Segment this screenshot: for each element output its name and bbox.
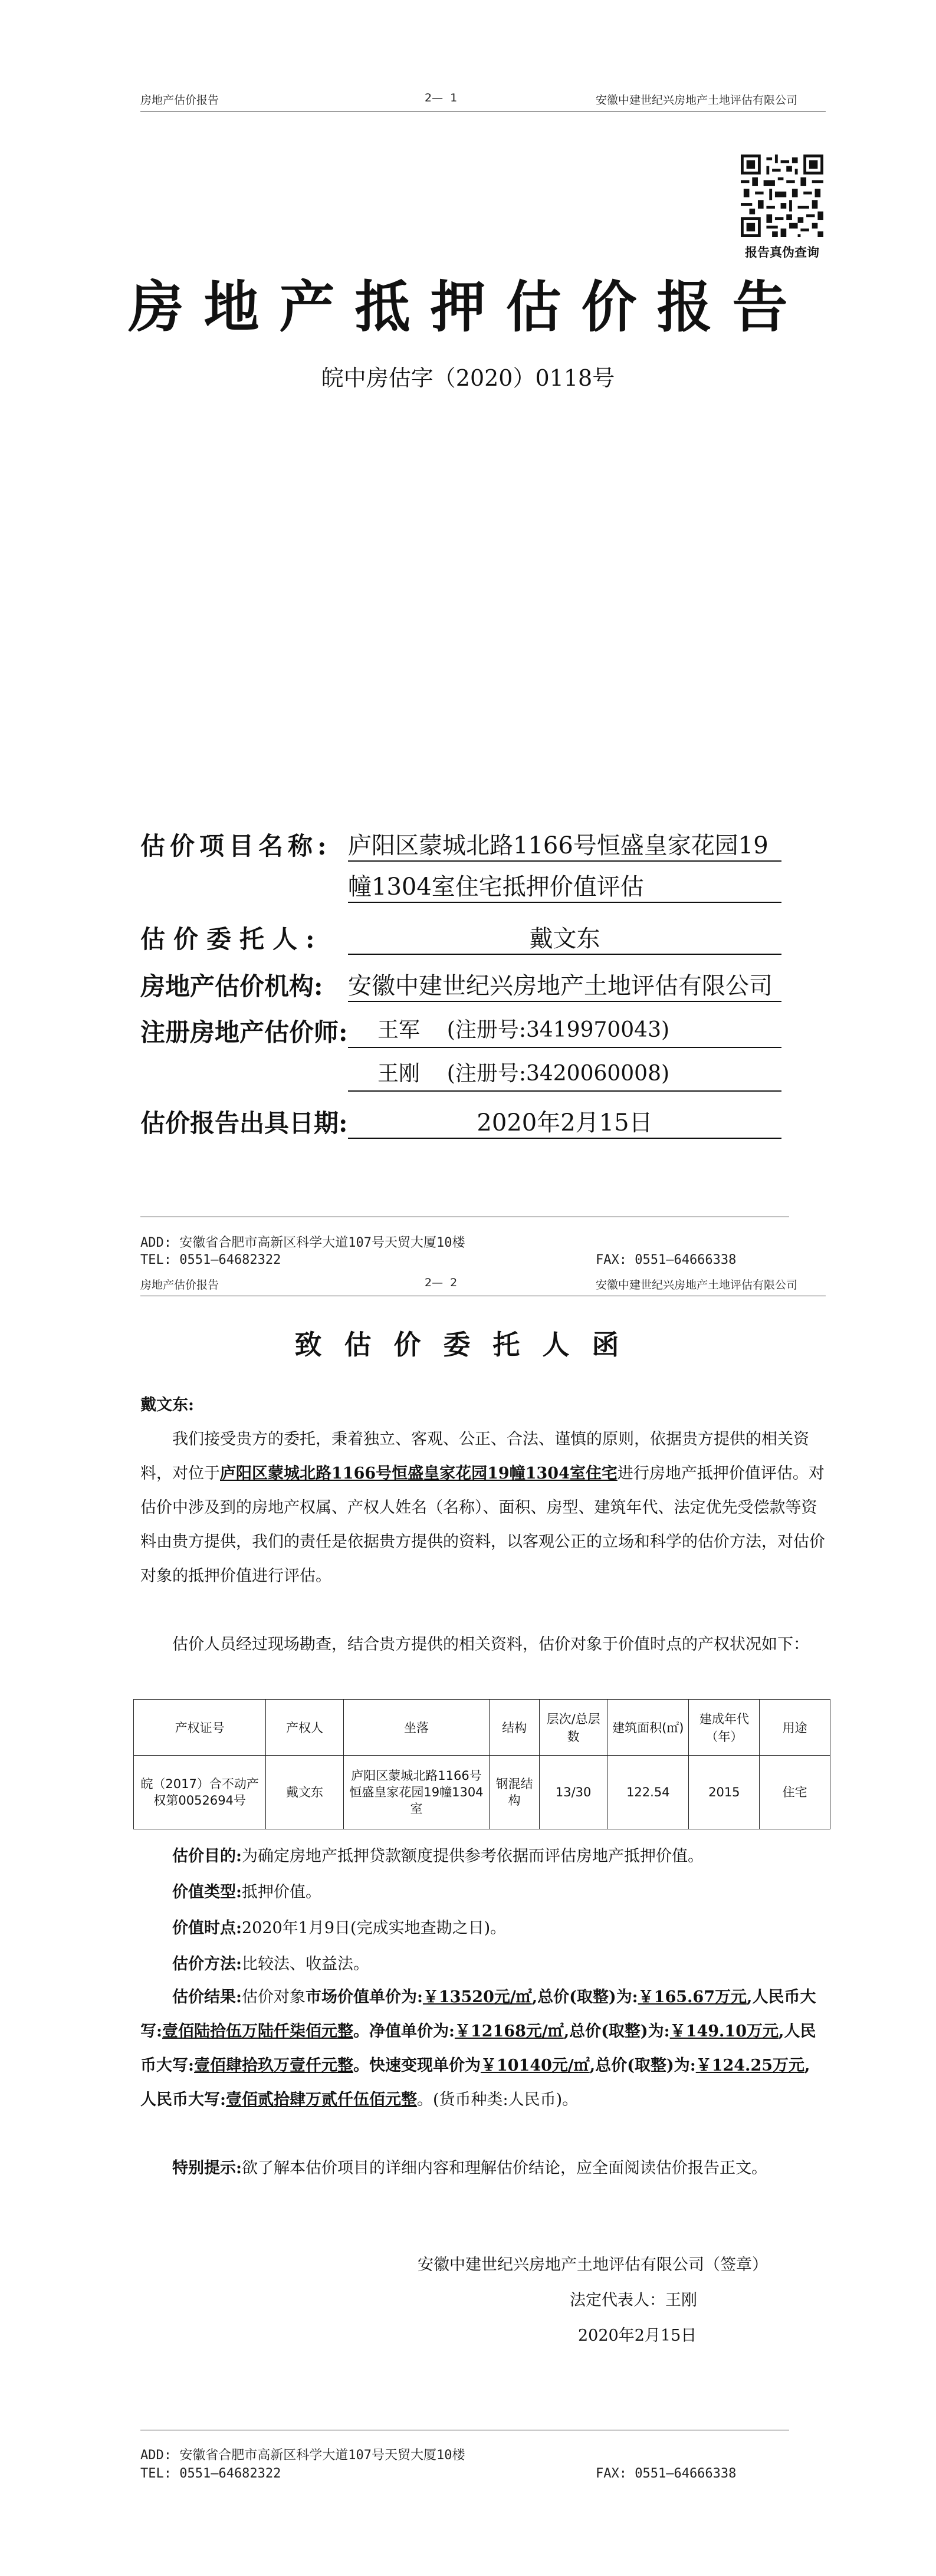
signature-date: 2020年2月15日 [578,2327,697,2345]
table-cell: 钢混结构 [490,1756,540,1829]
agency-underline [348,1001,781,1002]
valuation-purpose: 估价目的:为确定房地产抵押贷款额度提供参考依据而评估房地产抵押价值。 [172,1847,704,1865]
project-name-value-line2: 幢1304室住宅抵押价值评估 [348,873,644,901]
page1-header-left: 房地产估价报告 [140,94,219,107]
table-header: 层次/总层数 [540,1700,607,1756]
qr-caption: 报告真伪查询 [745,245,819,259]
table-header: 用途 [760,1700,830,1756]
property-rights-table [133,1699,830,1829]
client-underline [348,954,781,955]
table-header: 结构 [490,1700,540,1756]
valuation-method: 估价方法:比较法、收益法。 [172,1955,369,1973]
value-type: 价值类型:抵押价值。 [172,1883,321,1901]
table-header-row [134,1700,830,1756]
table-row [134,1756,830,1829]
page1-footer-tel: TEL: 0551—64682322 [140,1253,281,1267]
property-address: 庐阳区蒙城北路1166号恒盛皇家花园19幢1304室住宅 [220,1464,618,1483]
page2-footer-address: ADD: 安徽省合肥市高新区科学大道107号天贸大厦10楼 [140,2448,465,2463]
table-cell: 122.54 [607,1756,689,1829]
page1-header-right: 安徽中建世纪兴房地产土地评估有限公司 [596,94,798,107]
survey-paragraph: 估价人员经过现场勘查，结合贵方提供的相关资料，估价对象于价值时点的产权状况如下： [172,1635,809,1654]
page2-footer-fax: FAX: 0551—64666338 [596,2466,737,2481]
report-date-label: 估价报告出具日期: [140,1109,348,1138]
page2-header-left: 房地产估价报告 [140,1279,219,1292]
table-cell: 2015 [689,1756,760,1829]
project-name-value: 庐阳区蒙城北路1166号恒盛皇家花园19 [348,832,768,859]
special-note: 特别提示:欲了解本估价项目的详细内容和理解估价结论，应全面阅读估价报告正文。 [172,2159,767,2177]
project-name-underline [348,860,781,862]
report-title: 房地产抵押估价报告 [128,275,808,340]
letter-title: 致估价委托人函 [294,1329,642,1361]
page2-header-right: 安徽中建世纪兴房地产土地评估有限公司 [596,1279,798,1292]
table-cell: 皖（2017）合不动产权第0052694号 [134,1756,266,1829]
page1-footer-fax: FAX: 0551—64666338 [596,1253,737,1267]
appraiser-label: 注册房地产估价师: [140,1018,348,1047]
table-cell: 戴文东 [266,1756,343,1829]
agency-label: 房地产估价机构: [140,972,323,1001]
report-number: 皖中房估字（2020）0118号 [321,365,615,391]
client-value: 戴文东 [529,925,600,952]
value-time-point: 价值时点:2020年1月9日(完成实地查勘之日)。 [172,1919,507,1937]
intro-paragraph: 我们接受贵方的委托，秉着独立、客观、公正、合法、谨慎的原则，依据贵方提供的相关资料，对位于庐阳区蒙城北路1166号恒盛皇家花园19幢1304室住宅进行房地产抵押价值评估。对估价中涉及到的房地产权属、产权人姓名（名称）、面积、房型、建筑年代、法定优先受偿款等资料由贵方提供，我们的责任是依据贵方提供的资料，以客观公正的立场和科学的估价方法，对估价对象的抵押价值进行评估。 [140,1430,825,1585]
page2-footer-tel: TEL: 0551—64682322 [140,2466,281,2481]
table-header: 产权人 [266,1700,343,1756]
page1-footer-address: ADD: 安徽省合肥市高新区科学大道107号天贸大厦10楼 [140,1236,465,1250]
project-name-label: 估价项目名称: [140,832,331,860]
valuation-result: 估价结果:估价对象市场价值单价为:￥13520元/㎡,总价(取整)为:￥165.67万元,人民币大写:壹佰陆拾伍万陆仟柒佰元整。净值单价为:￥12168元/㎡,总价(取整)为:￥149.10万元,人民币大写:壹佰肆拾玖万壹仟元整。快速变现单价为￥10140元/㎡,总价(取整)为:￥124.25万元,人民币大写:壹佰贰拾肆万贰仟伍佰元整。(货币种类:人民币)。 [140,1988,816,2109]
report-date-underline [348,1138,781,1139]
appraiser-1-underline [348,1047,781,1048]
signature-company: 安徽中建世纪兴房地产土地评估有限公司（签章） [418,2256,768,2274]
agency-value: 安徽中建世纪兴房地产土地评估有限公司 [348,972,773,1000]
table-header: 产权证号 [134,1700,266,1756]
table-header: 建筑面积(㎡) [607,1700,689,1756]
table-cell: 住宅 [760,1756,830,1829]
appraiser-1: 王军 (注册号:3419970043) [377,1018,670,1042]
report-date-value: 2020年2月15日 [477,1109,653,1136]
qr-code-icon[interactable] [741,155,823,237]
table-header: 建成年代（年） [689,1700,760,1756]
client-label: 估价委托人: [140,925,323,954]
page1-header-page: 2— 1 [425,91,458,104]
table-cell: 庐阳区蒙城北路1166号恒盛皇家花园19幢1304室 [343,1756,490,1829]
page2-header-page: 2— 2 [425,1276,458,1289]
appraiser-2-underline [348,1090,781,1092]
table-cell: 13/30 [540,1756,607,1829]
legal-representative: 法定代表人：王刚 [570,2291,697,2309]
project-name-underline-2 [348,902,781,903]
table-header: 坐落 [343,1700,490,1756]
appraiser-2: 王刚 (注册号:3420060008) [377,1062,670,1086]
salutation: 戴文东: [140,1396,194,1414]
